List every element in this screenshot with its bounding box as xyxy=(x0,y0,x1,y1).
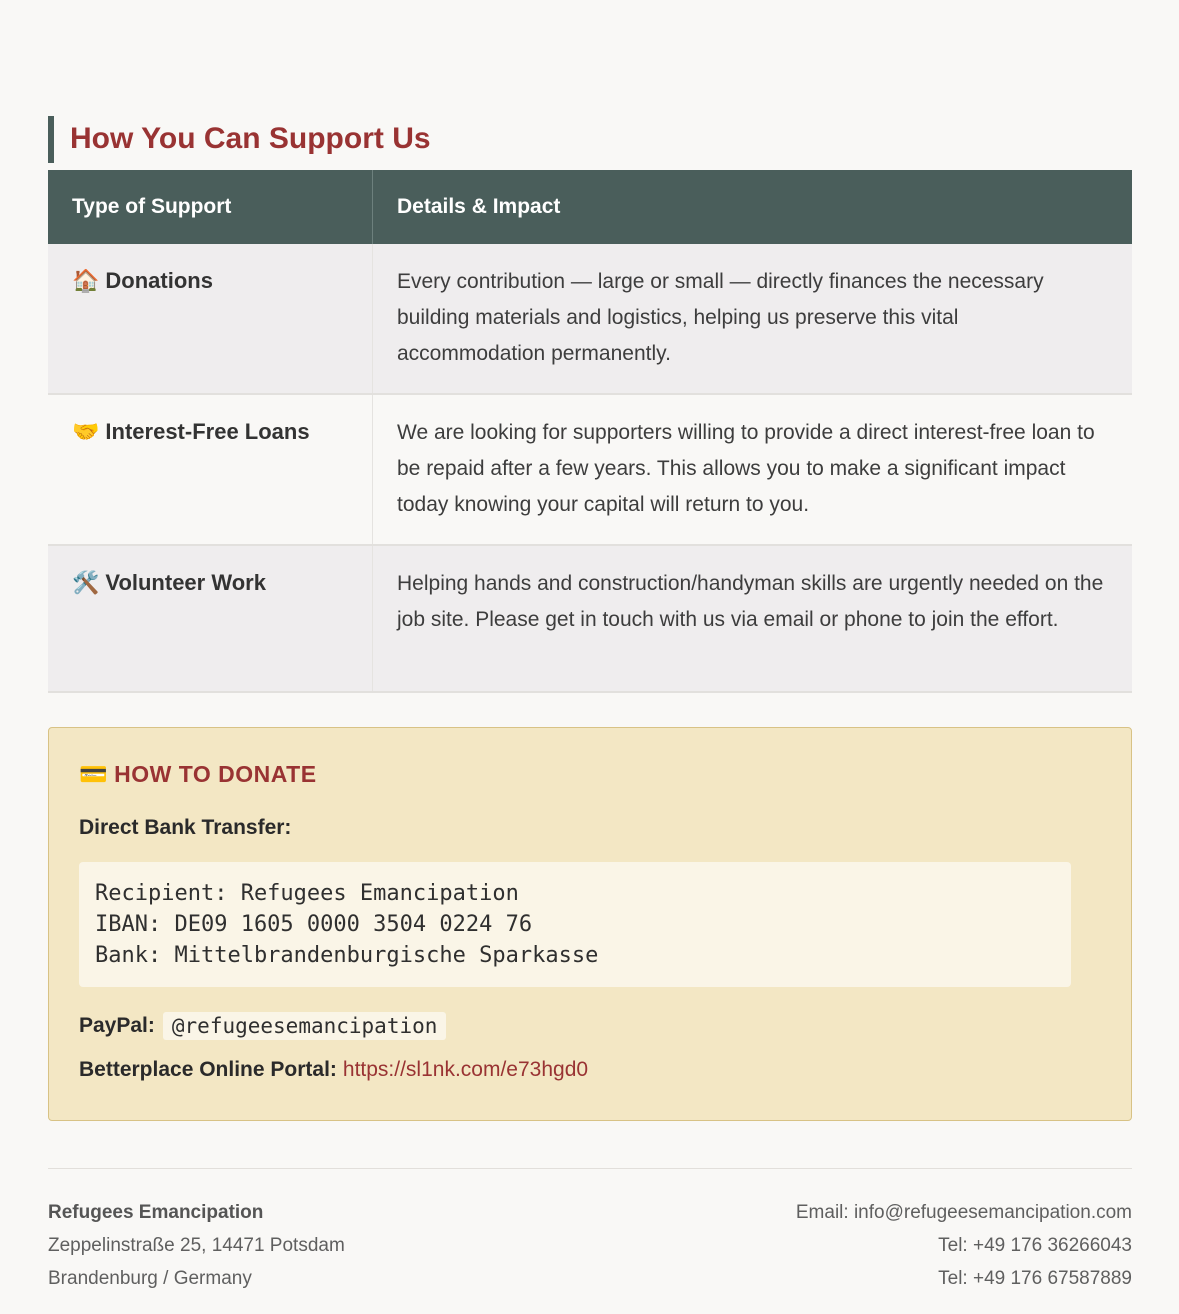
donate-title-text: HOW TO DONATE xyxy=(114,761,317,787)
bank-details[interactable] xyxy=(79,862,1071,987)
footer-region: Brandenburg / Germany xyxy=(48,1268,252,1289)
footer-contact xyxy=(796,1196,1132,1295)
column-header-type: Type of Support xyxy=(48,170,373,244)
column-header-details: Details & Impact xyxy=(373,170,1133,244)
portal-link[interactable]: https://sl1nk.com/e73hgd0 xyxy=(342,1058,589,1081)
footer-phone-2[interactable]: Tel: +49 176 67587889 xyxy=(938,1268,1132,1289)
paypal-label: PayPal: xyxy=(79,1014,155,1037)
support-type-cell xyxy=(48,394,373,545)
portal-row xyxy=(79,1058,588,1082)
footer-divider xyxy=(48,1168,1132,1169)
paypal-handle[interactable]: @refugeesemancipation xyxy=(163,1012,447,1040)
handshake-icon: 🤝 xyxy=(72,419,100,444)
table-header-row xyxy=(48,170,1132,244)
table-row xyxy=(48,244,1132,394)
footer-phone-1[interactable]: Tel: +49 176 36266043 xyxy=(938,1235,1132,1256)
footer-org-name: Refugees Emancipation xyxy=(48,1202,264,1223)
paypal-row xyxy=(79,1012,446,1040)
table-row xyxy=(48,545,1132,692)
support-type-cell xyxy=(48,244,373,394)
support-type-cell xyxy=(48,545,373,692)
bank-recipient: Recipient: Refugees Emancipation xyxy=(95,881,519,906)
bank-name: Bank: Mittelbrandenburgische Sparkasse xyxy=(95,943,599,968)
table-row xyxy=(48,394,1132,545)
support-type-label: Volunteer Work xyxy=(105,570,266,595)
donate-title xyxy=(79,761,317,788)
footer-address xyxy=(48,1196,345,1295)
bank-iban: IBAN: DE09 1605 0000 3504 0224 76 xyxy=(95,912,533,937)
support-details: Every contribution — large or small — directly finances the necessary building materials and logistics, helping us preserve this vital accommodation permanently. xyxy=(373,244,1133,394)
support-type-label: Donations xyxy=(105,268,213,293)
support-details: We are looking for supporters willing to provide a direct interest-free loan to be repaid after a few years. This allows you to make a significant impact today knowing your capital will return to you. xyxy=(373,394,1133,545)
support-table xyxy=(48,170,1132,693)
house-icon: 🏠 xyxy=(72,268,100,293)
donate-box xyxy=(48,727,1132,1121)
portal-label: Betterplace Online Portal: xyxy=(79,1058,337,1081)
credit-card-icon: 💳 xyxy=(79,761,109,787)
footer-street: Zeppelinstraße 25, 14471 Potsdam xyxy=(48,1235,345,1256)
footer-email[interactable]: Email: info@refugeesemancipation.com xyxy=(795,1202,1132,1223)
support-type-label: Interest-Free Loans xyxy=(105,419,310,444)
support-details: Helping hands and construction/handyman skills are urgently needed on the job site. Please get in touch with us via email or phone to join the effort. xyxy=(373,545,1133,692)
bank-transfer-label: Direct Bank Transfer: xyxy=(79,816,292,839)
section-title: How You Can Support Us xyxy=(48,116,431,163)
tools-icon: 🛠️ xyxy=(72,570,100,595)
